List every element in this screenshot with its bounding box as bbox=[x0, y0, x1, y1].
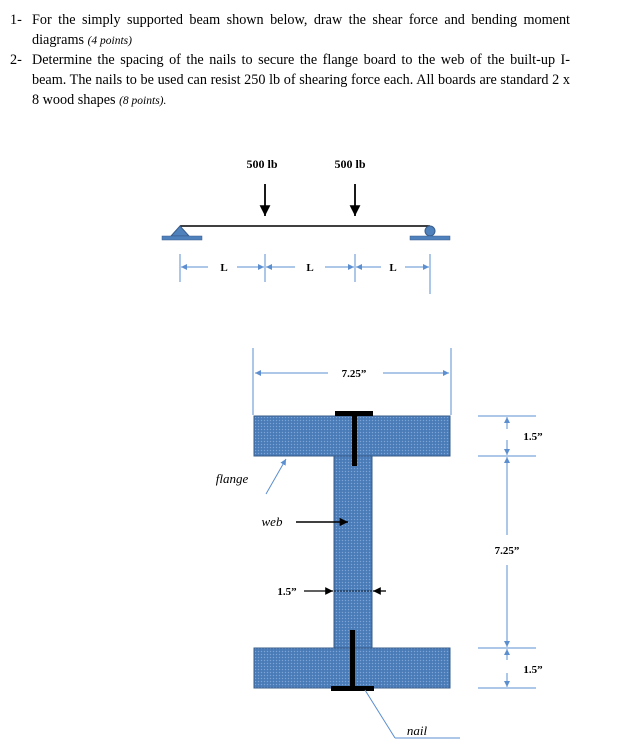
problem-1-body: For the simply supported beam shown below, draw the shear force and bending moment diagrams bbox=[32, 12, 570, 48]
nail-leader bbox=[365, 690, 395, 738]
problem-2-number: 2- bbox=[10, 52, 22, 68]
web-label: web bbox=[261, 514, 283, 529]
web-height-label: 7.25” bbox=[494, 545, 520, 557]
span-label-1: L bbox=[220, 262, 228, 274]
problem-2-body: Determine the spacing of the nails to secure the flange board to the web of the built-up I-beam. The nails to be used can resist 250 lb of shearing force each. All boards are standard 2 x 8 wood shapes bbox=[32, 52, 570, 108]
flange-leader bbox=[266, 459, 286, 494]
nail-label: nail bbox=[406, 723, 428, 738]
problem-1-points: (4 points) bbox=[87, 35, 132, 47]
flange-label: flange bbox=[215, 471, 249, 486]
bottom-flange-thickness-label: 1.5” bbox=[523, 664, 543, 676]
web-board bbox=[334, 456, 372, 648]
roller-support bbox=[410, 226, 450, 240]
span-dimensions bbox=[180, 254, 430, 294]
web-thickness-label: 1.5” bbox=[277, 586, 297, 598]
ibeam-figure bbox=[216, 348, 543, 738]
problem-2-points: (8 points). bbox=[119, 95, 167, 107]
problem-1-number: 1- bbox=[10, 12, 22, 28]
beam-figure bbox=[162, 157, 450, 294]
load-left-label: 500 lb bbox=[246, 157, 278, 171]
top-flange-thickness-label: 1.5” bbox=[523, 431, 543, 443]
span-label-2: L bbox=[306, 262, 314, 274]
load-right-label: 500 lb bbox=[334, 157, 366, 171]
span-label-3: L bbox=[389, 262, 397, 274]
width-label: 7.25” bbox=[341, 368, 367, 380]
pin-support bbox=[162, 226, 202, 240]
